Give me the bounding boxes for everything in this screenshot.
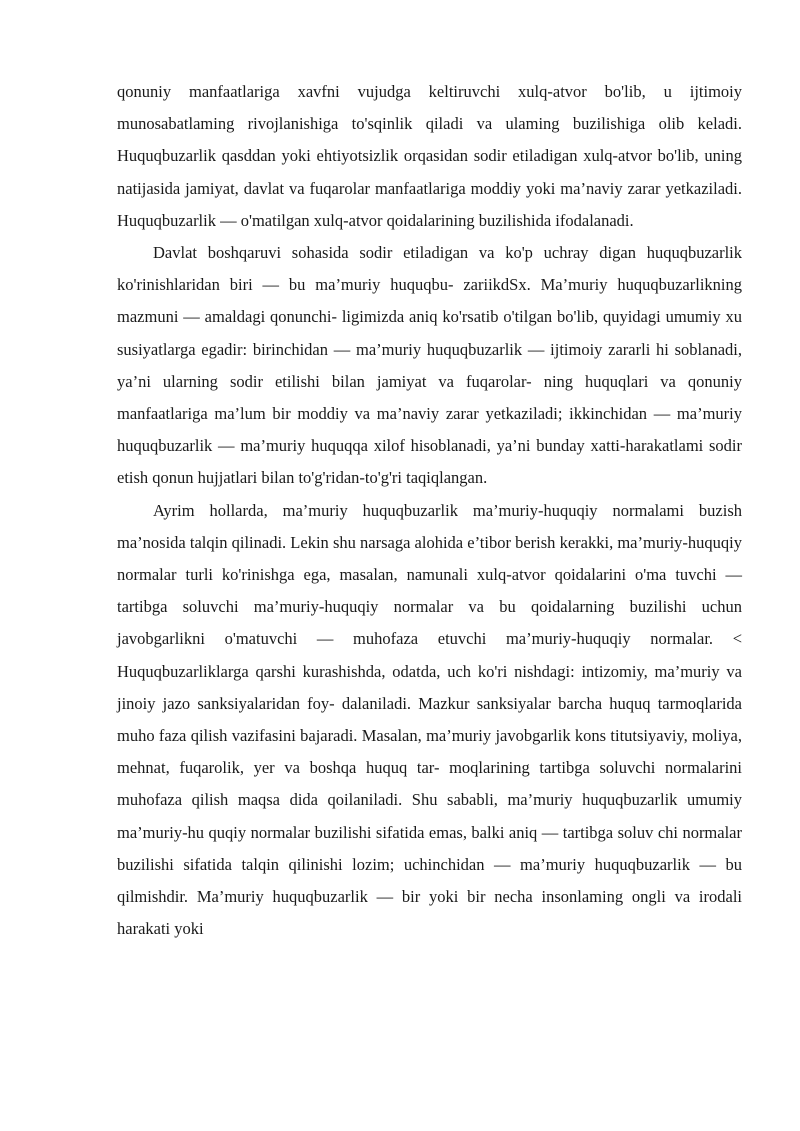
document-page bbox=[117, 76, 742, 945]
paragraph-administrative-offense: Davlat boshqaruvi sohasida sodir etiladigan va ko'p uchray digan huquqbuzarlik ko'rinishlaridan biri — bu ma’muriy huquqbu- zariikdSx. Ma’muriy huquqbuzarlikning mazmuni — amaldagi qonunchi- ligimizda aniq ko'rsatib o'tilgan bo'lib, quyidagi umumiy xu susiyatlarga egadir: birinchidan — ma’muriy huquqbuzarlik — ijtimoiy zararli hi soblanadi, ya’ni ularning sodir etilishi bilan jamiyat va fuqarolar- ning huquqlari va qonuniy manfaatlariga ma’lum bir moddiy va ma’naviy zarar yetkaziladi; ikkinchidan — ma’muriy huquqbuzarlik — ma’muriy huquqqa xilof hisoblanadi, ya’ni bunday xatti-harakatlami sodir etish qonun hujjatlari bilan to'g'ridan-to'g'ri taqiqlangan. bbox=[117, 243, 742, 488]
paragraph-continued: qonuniy manfaatlariga xavfni vujudga keltiruvchi xulq-atvor bo'lib, u ijtimoiy munosabatlaming rivojlanishiga to'sqinlik qiladi va ulaming buzilishiga olib keladi. Huquqbuzarlik qasddan yoki ehtiyotsizlik orqasidan sodir etiladigan xulq-atvor bo'lib, uning natijasida jamiyat, davlat va fuqarolar manfaatlariga moddiy yoki ma’naviy zarar yetkaziladi. Huquqbuzarlik — o'matilgan xulq-atvor qoidalarining buzilishida ifodalanadi. bbox=[117, 82, 742, 230]
paragraph-norms-interpretation: Ayrim hollarda, ma’muriy huquqbuzarlik ma’muriy-huquqiy normalami buzish ma’nosida talqin qilinadi. Lekin shu narsaga alohida e’tibor berish kerakki, ma’muriy-huquqiy normalar turli ko'rinishga ega, masalan, namunali xulq-atvor qoidalarini o'ma tuvchi — tartibga soluvchi ma’muriy-huquqiy normalar va bu qoidalarning buzilishi uchun javobgarlikni o'matuvchi — muhofaza etuvchi ma’muriy-huquqiy normalar. < Huquqbuzarliklarga qarshi kurashishda, odatda, uch ko'ri nishdagi: intizomiy, ma’muriy va jinoiy jazo sanksiyalaridan foy- dalaniladi. Mazkur sanksiyalar barcha huquq tarmoqlarida muho faza qilish vazifasini bajaradi. Masalan, ma’muriy javobgarlik kons titutsiyaviy, moliya, mehnat, fuqarolik, yer va boshqa huquq tar- moqlarining tartibga soluvchi normalarini muhofaza qilish maqsa dida qoilaniladi. Shu sababli, ma’muriy huquqbuzarlik umumiy ma’muriy-hu quqiy normalar buzilishi sifatida emas, balki aniq — tartibga soluv chi normalar buzilishi sifatida talqin qilinishi lozim; uchinchidan — ma’muriy huquqbuzarlik — bu qilmishdir. Ma’muriy huquqbuzarlik — bir yoki bir necha insonlaming ongli va irodali harakati yoki bbox=[117, 500, 742, 939]
